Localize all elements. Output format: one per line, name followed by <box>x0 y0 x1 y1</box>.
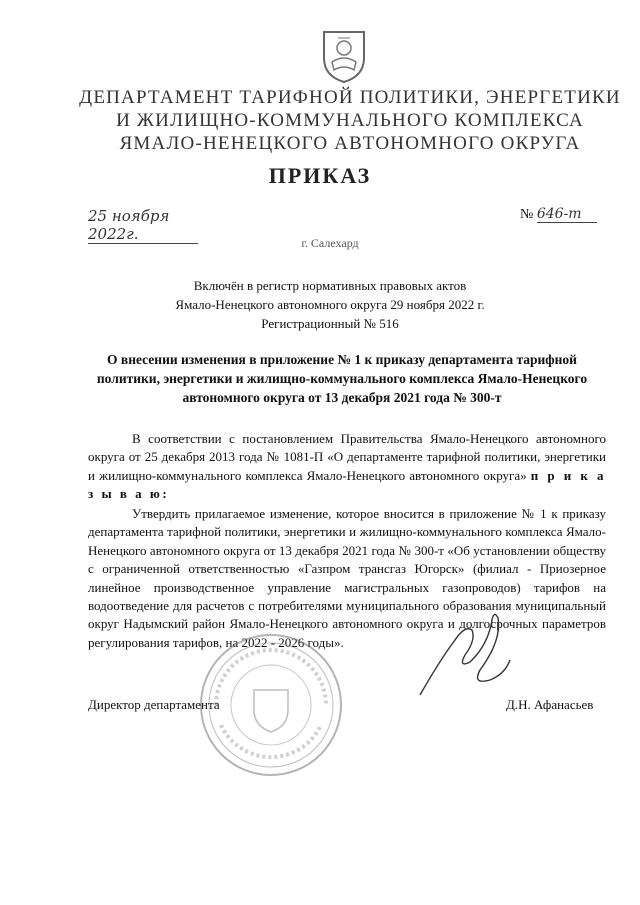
signer-name: Д.Н. Афанасьев <box>506 697 594 712</box>
document-date: 25 ноября 2022г. <box>88 207 198 244</box>
handwritten-signature <box>410 600 520 710</box>
signer-position: Директор департамента <box>88 697 220 712</box>
department-line-2: И ЖИЛИЩНО-КОММУНАЛЬНОГО КОМПЛЕКСА <box>116 110 584 131</box>
order-word: п р и к а з ы в а ю: <box>88 467 607 502</box>
city: г. Салехард <box>301 236 359 250</box>
number-value: 646-т <box>537 206 597 223</box>
registration-block <box>0 276 640 333</box>
registration-line-1: Включён в регистр нормативных правовых актов <box>193 278 467 293</box>
preamble-text: В соответствии с постановлением Правительства Ямало-Ненецкого автономного округа от 25 декабря 2013 года № 1081-П «О департаменте тарифной политики, энергетики и жилищно-коммунального комплекса Ямало-Ненецкого автономного округа» <box>88 431 606 483</box>
department-name <box>70 86 630 155</box>
registration-line-3: Регистрационный № 516 <box>261 316 399 331</box>
department-line-3: ЯМАЛО-НЕНЕЦКОГО АВТОНОМНОГО ОКРУГА <box>119 133 581 154</box>
document-number <box>520 206 597 223</box>
preamble-paragraph <box>88 430 606 504</box>
registration-line-2: Ямало-Ненецкого автономного округа 29 ноября 2022 г. <box>175 297 485 312</box>
department-line-1: ДЕПАРТАМЕНТ ТАРИФНОЙ ПОЛИТИКИ, ЭНЕРГЕТИКИ <box>79 87 621 108</box>
document-subject: О внесении изменения в приложение № 1 к приказу департамента тарифной политики, энергетики и жилищно-коммунального комплекса Ямало-Ненецкого автономного округа от 13 декабря 2021 года № 300-т <box>96 352 588 405</box>
order-paragraph: Утвердить прилагаемое изменение, которое вносится в приложение № 1 к приказу департамента тарифной политики, энергетики и жилищно-коммунального комплекса Ямало-Ненецкого автономного округа от 13 декабря 2021 года № 300-т «Об установлении обществу с ограниченной ответственностью «Газпром трансгаз Югорск» (филиал - Приозерное линейное производственное управление магистральных газопроводов) тарифов на водоотведение для расчетов с потребителями муниципального образования муниципальный округ Надымский район Ямало-Ненецкого автономного округа и долгосрочных параметров регулирования тарифов, на 2022 - 2026 годы». <box>88 506 606 650</box>
document-type: ПРИКАЗ <box>268 163 372 188</box>
number-label: № <box>520 207 534 222</box>
coat-of-arms-icon <box>318 28 370 84</box>
